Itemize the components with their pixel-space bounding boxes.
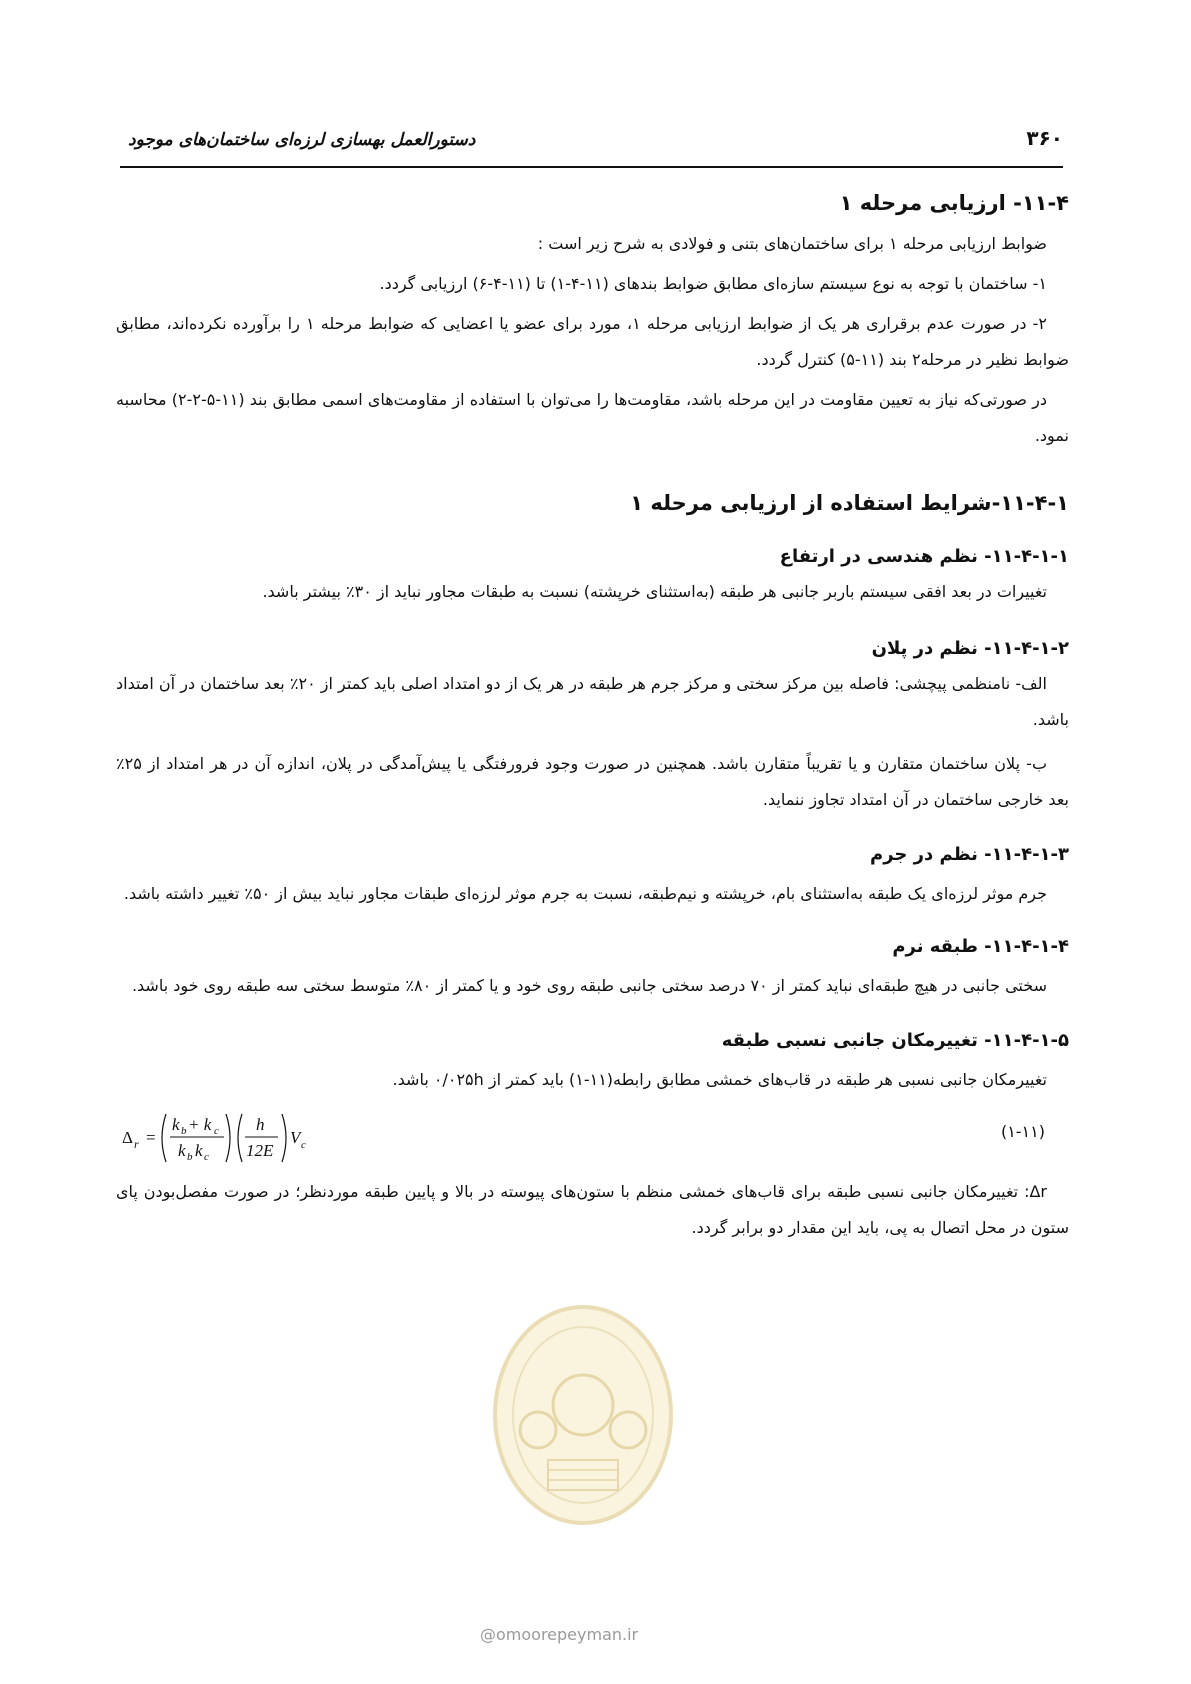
formula-num1-sub-b: b	[181, 1125, 187, 1137]
soft-story-heading: ۱۱-۴-۱-۴- طبقه نرم	[892, 936, 1069, 957]
story-drift-text: تغییرمکان جانبی نسبی هر طبقه در قاب‌های خمشی مطابق رابطه(۱۱-۱) باید کمتر از ۰/۰۲۵h باشد.	[392, 1070, 1047, 1089]
section-heading: ۱۱-۴- ارزیابی مرحله ۱	[839, 191, 1069, 215]
drift-equation	[120, 1106, 340, 1174]
story-drift-heading: ۱۱-۴-۱-۵- تغییرمکان جانبی نسبی طبقه	[721, 1030, 1069, 1051]
drift-definition: Δr: تغییرمکان جانبی نسبی طبقه برای قاب‌های خمشی منظم با ستون‌های پیوسته در بالا و پایین طبقه موردنظر؛ در صورت مفصل‌بودن پای ستون در محل اتصال به پی، باید این مقدار دو برابر گردد.	[116, 1182, 1069, 1237]
document-body	[116, 180, 1069, 1246]
subsection-heading: ۱۱-۴-۱-شرایط استفاده از ارزیابی مرحله ۱	[630, 491, 1069, 515]
mass-regularity-heading: ۱۱-۴-۱-۳- نظم در جرم	[870, 844, 1069, 865]
soft-story-text: سختی جانبی در هیچ طبقه‌ای نباید کمتر از ۷۰ درصد سختی جانبی طبقه روی خود و یا کمتر از ۸۰٪ متوسط سختی سه طبقه روی خود باشد.	[131, 976, 1047, 995]
formula-den1-sub-b: b	[187, 1151, 193, 1163]
formula-den1-k2: k	[195, 1141, 203, 1160]
plan-regularity-a: الف- نامنظمی پیچشی: فاصله بین مرکز سختی و مرکز جرم هر طبقه در هر یک از دو امتداد اصلی باید کمتر از ۲۰٪ بعد ساختمان در آن امتداد باشد.	[116, 674, 1069, 729]
criterion-item-1: ۱- ساختمان با توجه به نوع سیستم سازه‌ای مطابق ضوابط بندهای (۱۱-۴-۱) تا (۱۱-۴-۶) ارزیابی گردد.	[379, 274, 1047, 293]
plan-regularity-b: ب- پلان ساختمان متقارن و یا تقریباً متقارن باشد. همچنین در صورت وجود فرورفتگی یا پیش‌آمدگی در پلان، اندازه آن در هر امتداد از ۲۵٪ بعد خارجی ساختمان در آن امتداد تجاوز ننماید.	[116, 754, 1069, 809]
formula-den1-k: k	[178, 1141, 186, 1160]
formula-lhs: Δ	[122, 1128, 133, 1147]
plan-regularity-heading: ۱۱-۴-۱-۲- نظم در پلان	[871, 638, 1069, 659]
formula-num1-k: k	[172, 1115, 180, 1134]
drift-equation-row	[116, 1102, 1069, 1172]
formula-lhs-sub: r	[134, 1137, 139, 1151]
header-divider	[120, 166, 1063, 168]
running-title: دستورالعمل بهسازی لرزه‌ای ساختمان‌های موجود	[128, 130, 476, 150]
mass-regularity-text: جرم موثر لرزه‌ای یک طبقه به‌استثنای بام، خرپشته و نیم‌طبقه، نسبت به جرم موثر لرزه‌ای طبقات مجاور نباید بیش از ۵۰٪ تغییر داشته باشد.	[123, 884, 1047, 903]
criterion-item-2: ۲- در صورت عدم برقراری هر یک از ضوابط ارزیابی مرحله ۱، مورد برای عضو یا اعضایی که ضوابط مرحله ۱ را برآورده نکرده‌اند، مطابق ضوابط نظیر در مرحله۲ بند (۱۱-۵) کنترل گردد.	[116, 314, 1069, 369]
formula-num2: h	[256, 1115, 265, 1134]
formula-den2: 12E	[246, 1141, 274, 1160]
formula-num1-sub-c: c	[214, 1125, 219, 1137]
strength-note: در صورتی‌که نیاز به تعیین مقاومت در این مرحله باشد، مقاومت‌ها را می‌توان با استفاده از مقاومت‌های اسمی مطابق بند (۱۱-۵-۲-۲) محاسبه نمود.	[116, 390, 1069, 445]
watermark-site: @omoorepeyman.ir	[480, 1625, 639, 1644]
formula-num1-plus: + k	[188, 1115, 212, 1134]
formula-equals: =	[146, 1128, 156, 1147]
formula-tail: V	[290, 1128, 301, 1147]
page-number: ۳۶۰	[1026, 126, 1063, 150]
equation-number: (۱-۱۱)	[1000, 1122, 1045, 1141]
watermark-seal	[488, 1300, 678, 1530]
vertical-regularity-heading: ۱۱-۴-۱-۱- نظم هندسی در ارتفاع	[779, 546, 1069, 567]
vertical-regularity-text: تغییرات در بعد افقی سیستم باربر جانبی هر طبقه (به‌استثنای خرپشته) نسبت به طبقات مجاور نباید از ۳۰٪ بیشتر باشد.	[262, 582, 1047, 601]
formula-tail-sub: c	[301, 1139, 306, 1151]
section-intro: ضوابط ارزیابی مرحله ۱ برای ساختمان‌های بتنی و فولادی به شرح زیر است :	[537, 234, 1047, 253]
formula-den1-sub-c: c	[204, 1151, 209, 1163]
